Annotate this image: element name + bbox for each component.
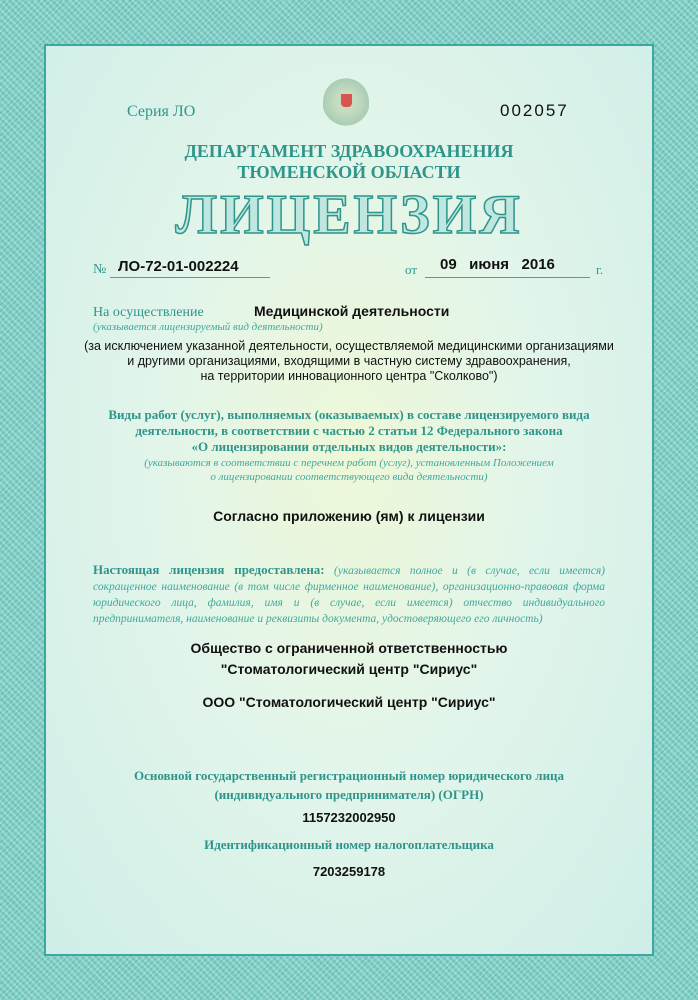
works-value: Согласно приложению (ям) к лицензии [213, 508, 485, 524]
number-label: № [93, 262, 107, 277]
granted-block [93, 562, 605, 627]
organization-full-name [0, 638, 698, 680]
license-date: 09 июня 2016 [440, 256, 555, 273]
organization-short-name: ООО "Стоматологический центр "Сириус" [202, 694, 496, 710]
note-line: на территории инновационного центра "Сколково") [200, 369, 498, 383]
serial-number: 002057 [500, 101, 569, 120]
ogrn-value: 1157232002950 [302, 810, 396, 825]
date-suffix: г. [596, 262, 604, 277]
works-hint [0, 456, 698, 484]
series-label: Серия ЛО [127, 103, 196, 120]
ogrn-label-line: (индивидуального предпринимателя) (ОГРН) [214, 787, 484, 802]
activity-value: Медицинской деятельности [254, 303, 450, 319]
works-heading [0, 407, 698, 455]
department-name [0, 141, 698, 183]
heading-line: «О лицензировании отдельных видов деятельности»: [191, 439, 507, 454]
granted-hint: (указывается полное и (в случае, если имеется) сокращенное наименование (в том числе фирменное наименование), организационно-правовая форма юридического лица, фамилия, имя и (в случае, если имеется) отчество индивидуального предпринимателя, наименование и реквизиты документа, удостоверяющего его личность) [93, 565, 606, 625]
inn-value: 7203259178 [312, 864, 386, 879]
activity-hint: (указывается лицензируемый вид деятельности) [93, 321, 323, 333]
coat-of-arms-emblem [323, 78, 369, 126]
hint-line: (указываются в соответствии с перечнем работ (услуг), установленным Положением [144, 457, 554, 469]
inn-label: Идентификационный номер налогоплательщика [204, 837, 494, 852]
heading-line: Виды работ (услуг), выполняемых (оказываемых) в составе лицензируемого вида [108, 407, 590, 422]
date-prefix: от [405, 262, 418, 277]
license-number: ЛО-72-01-002224 [118, 258, 239, 275]
department-line: ТЮМЕНСКОЙ ОБЛАСТИ [237, 162, 461, 182]
granted-label: Настоящая лицензия предоставлена: [93, 562, 325, 577]
ogrn-label [0, 766, 698, 804]
org-line: "Стоматологический центр "Сириус" [220, 661, 478, 677]
note-line: и другими организациями, входящими в частную систему здравоохранения, [127, 354, 571, 368]
org-line: Общество с ограниченной ответственностью [190, 640, 508, 656]
hint-line: о лицензировании соответствующего вида деятельности) [210, 471, 488, 483]
note-line: (за исключением указанной деятельности, осуществляемой медицинскими организациями [84, 339, 614, 353]
heading-line: деятельности, в соответствии с частью 2 статьи 12 Федерального закона [135, 423, 563, 438]
ogrn-label-line: Основной государственный регистрационный номер юридического лица [133, 768, 565, 783]
activity-label: На осуществление [93, 305, 204, 320]
document-title: ЛИЦЕНЗИЯ [175, 184, 523, 246]
activity-note [0, 339, 698, 384]
department-line: ДЕПАРТАМЕНТ ЗДРАВООХРАНЕНИЯ [184, 141, 514, 161]
